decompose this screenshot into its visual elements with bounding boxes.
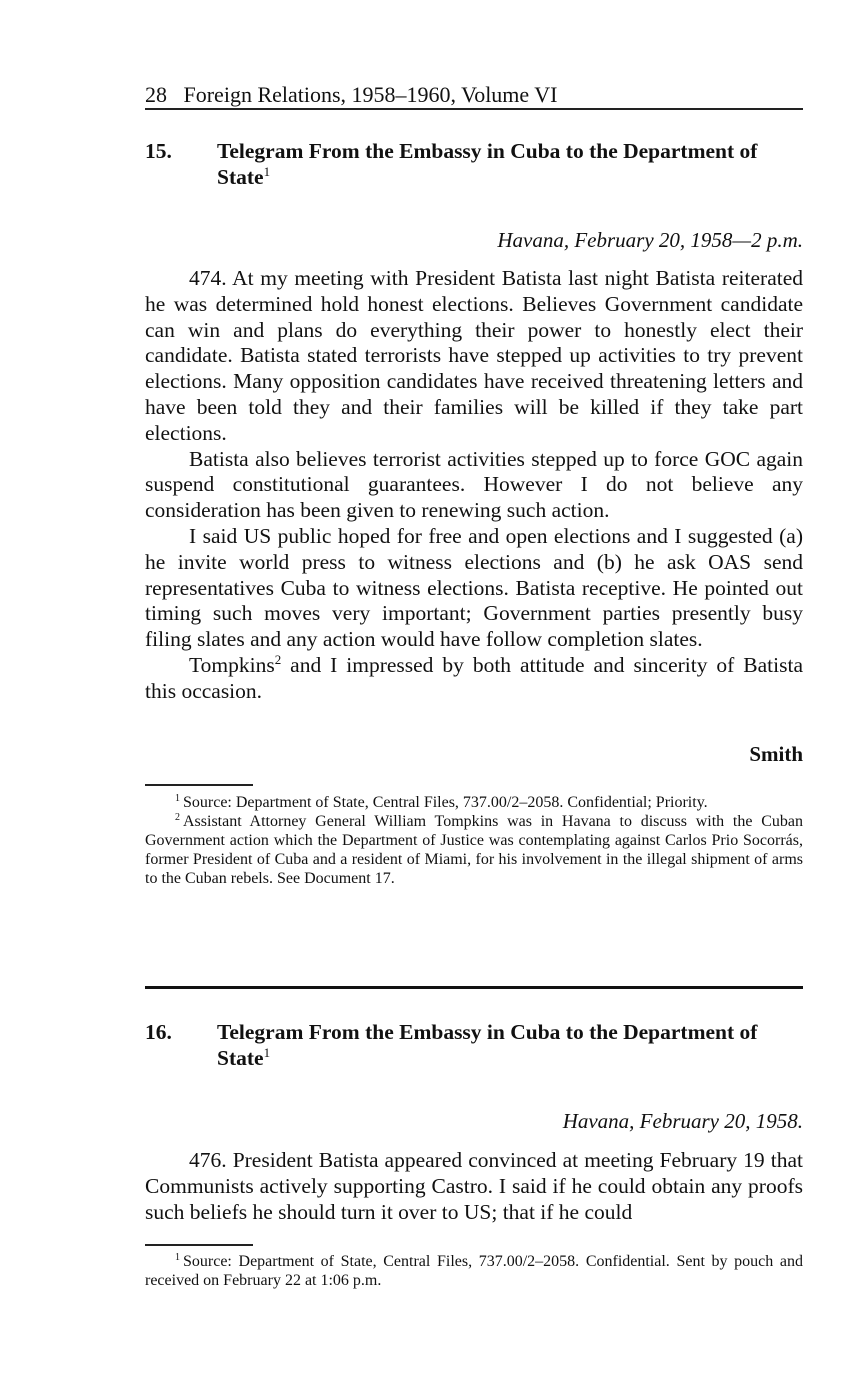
document-16-footnotes (145, 1252, 803, 1290)
document-number: 16. (145, 1020, 172, 1044)
paragraph (145, 653, 803, 705)
document-number: 15. (145, 139, 172, 163)
footnote (145, 793, 803, 812)
dateline: Havana, February 20, 1958—2 p.m. (497, 228, 803, 252)
paragraph: 476. President Batista appeared convinced at meeting February 19 that Communists actively supporting Castro. I said if he could obtain any proofs such beliefs he should turn it over to US; that if he could (145, 1148, 803, 1224)
footnote-mark: 2 (175, 811, 180, 823)
document-16-body (145, 1148, 803, 1225)
document-15-footnotes (145, 793, 803, 888)
document-separator-rule (145, 986, 803, 989)
signature: Smith (749, 742, 803, 766)
footnote-text: Assistant Attorney General William Tompkins was in Havana to discuss with the Cuban Government action which the Department of Justice was contemplating against Carlos Prio Socorrás, former President of Cuba and a resident of Miami, for his involvement in the illegal shipment of arms to the Cuban rebels. See Document 17. (145, 813, 803, 887)
footnote-text: Source: Department of State, Central Files, 737.00/2–2058. Confidential. Sent by pouch and received on February 22 at 1:06 p.m. (145, 1253, 803, 1289)
footnote-mark: 1 (175, 792, 180, 804)
document-title-text: Telegram From the Embassy in Cuba to the Department of State (217, 1020, 758, 1070)
paragraph: I said US public hoped for free and open elections and I suggested (a) he invite world press to witness elections and (b) he ask OAS send representatives Cuba to witness elections. Batista receptive. He pointed out timing such moves very important; Government parties presently busy filing slates and any action would have follow completion slates. (145, 523, 803, 652)
footnote-ref: 1 (263, 163, 271, 179)
paragraph-text: and I impressed by both attitude and sincerity of Batista this occasion. (145, 652, 803, 703)
document-title (217, 1019, 803, 1071)
document-15-body (145, 266, 803, 705)
footnote-text: Source: Department of State, Central Files, 737.00/2–2058. Confidential; Priority. (183, 794, 708, 811)
footnote-rule (145, 1244, 253, 1246)
footnote-rule (145, 784, 253, 786)
paragraph: Batista also believes terrorist activities stepped up to force GOC again suspend constitutional guarantees. However I do not believe any consideration has been given to renewing such action. (145, 446, 803, 523)
running-head: 28 Foreign Relations, 1958–1960, Volume VI (145, 82, 558, 107)
running-head-rule (145, 108, 803, 110)
footnote (145, 812, 803, 888)
dateline: Havana, February 20, 1958. (562, 1109, 803, 1133)
paragraph-text: Tompkins (189, 652, 275, 677)
document-page (145, 0, 803, 1379)
footnote (145, 1252, 803, 1290)
footnote-mark: 1 (175, 1251, 180, 1263)
paragraph: 474. At my meeting with President Batista last night Batista reiterated he was determined hold honest elections. Believes Government candidate can win and plans do everything their power to honestly elect their candidate. Batista stated terrorists have stepped up activities to try prevent elections. Many opposition candidates have received threatening letters and have been told they and their families will be killed if they take part elections. (145, 266, 803, 445)
document-title (217, 138, 803, 190)
footnote-ref: 2 (274, 651, 282, 667)
document-title-text: Telegram From the Embassy in Cuba to the Department of State (217, 139, 758, 189)
footnote-ref: 1 (263, 1044, 271, 1060)
